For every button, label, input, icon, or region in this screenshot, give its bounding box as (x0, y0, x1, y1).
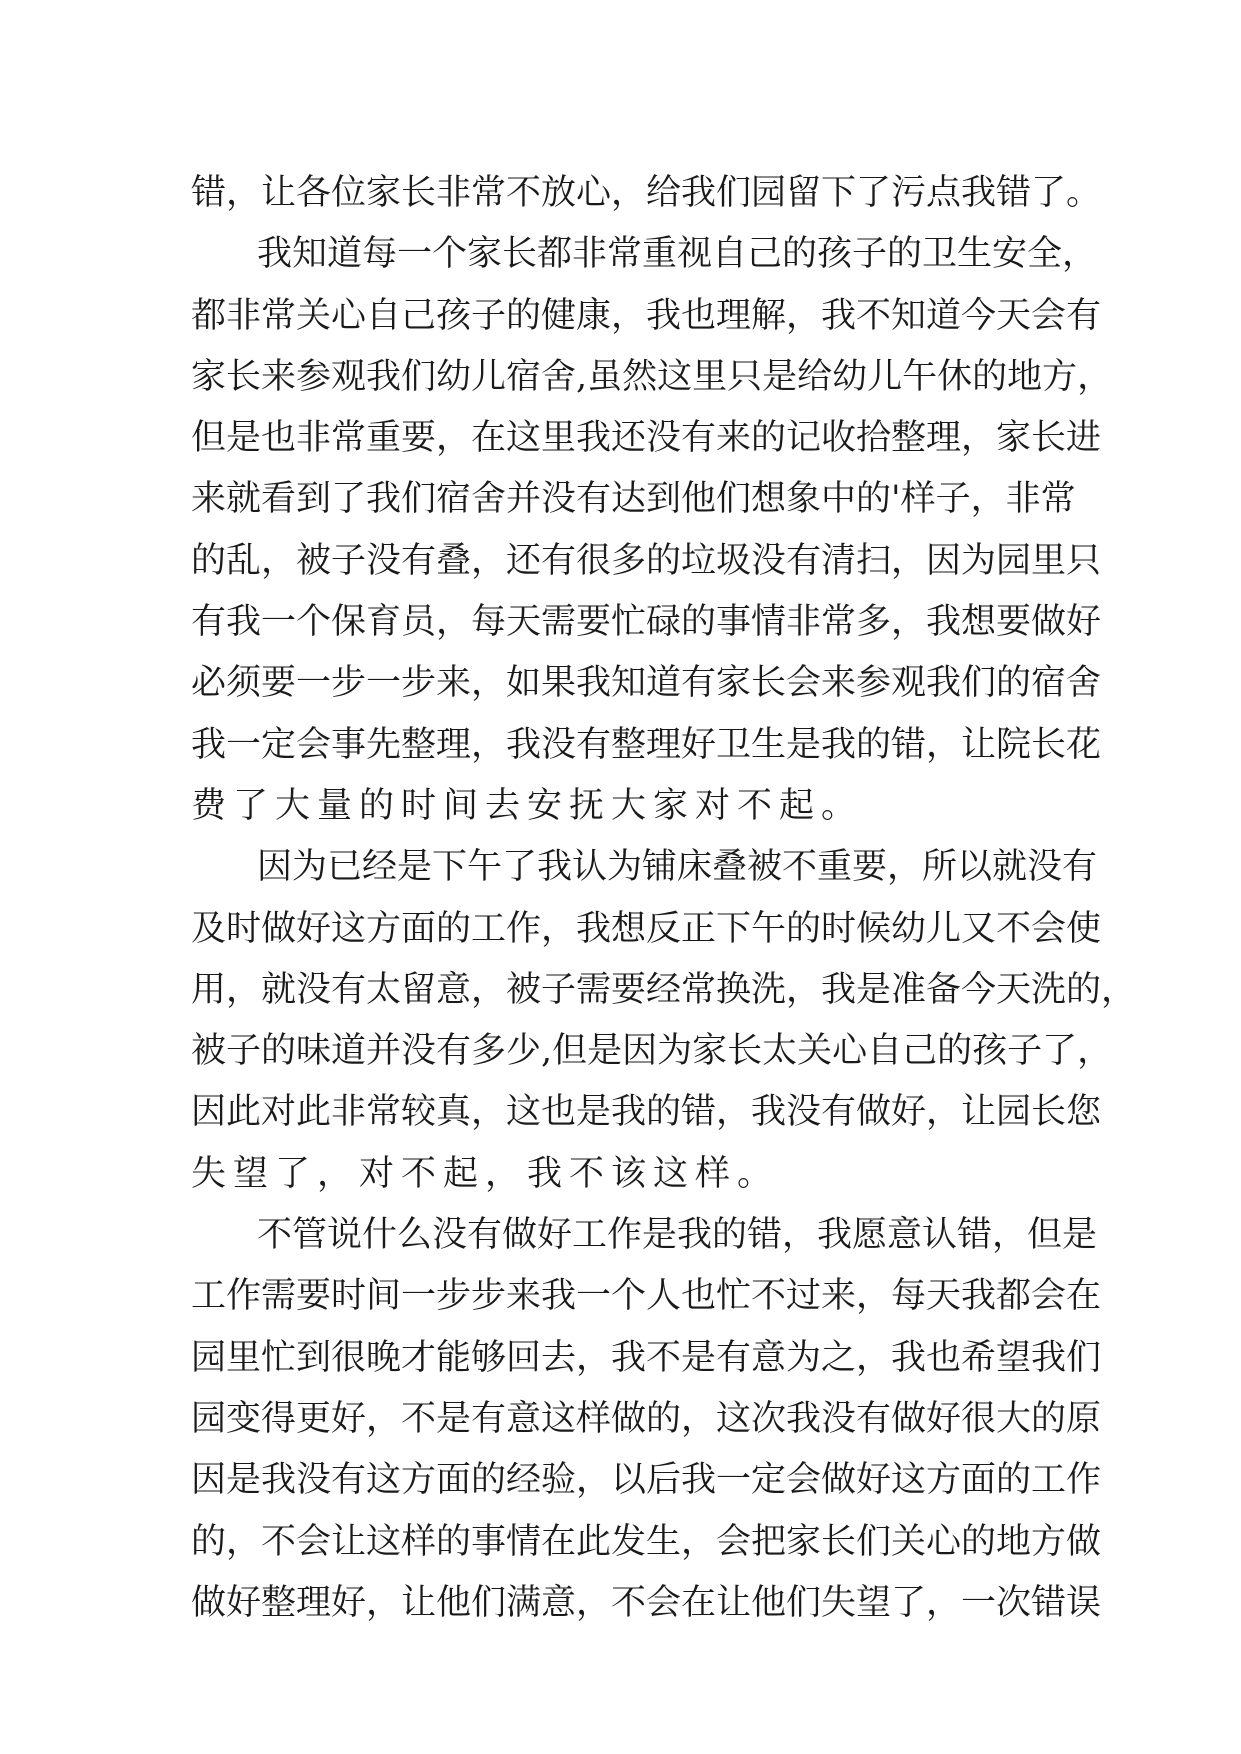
paragraph-first-line: 我知道每一个家长都非常重视自己的孩子的卫生安全， (257, 234, 1098, 275)
paragraph-first-line: 不管说什么没有做好工作是我的错，我愿意认错，但是 (257, 1215, 1098, 1256)
text-line: 有我一个保育员，每天需要忙碌的事情非常多，我想要做好 (191, 602, 1102, 643)
text-line: 及时做好这方面的工作，我想反正下午的时候幼儿又不会使 (191, 908, 1102, 949)
text-line: 因此对此非常较真，这也是我的错，我没有做好，让园长您 (191, 1092, 1102, 1133)
text-line: 但是也非常重要，在这里我还没有来的记收拾整理，家长进 (191, 418, 1102, 459)
text-line: 用，就没有太留意，被子需要经常换洗，我是准备今天洗的， (191, 969, 1137, 1010)
text-line: 我一定会事先整理，我没有整理好卫生是我的错，让院长花 (191, 724, 1102, 765)
text-line: 都非常关心自己孩子的健康，我也理解，我不知道今天会有 (191, 295, 1102, 336)
text-line: 错，让各位家长非常不放心，给我们园留下了污点我错了。 (191, 173, 1102, 213)
text-line: 必须要一步一步来，如果我知道有家长会来参观我们的宿舍 (191, 663, 1102, 704)
text-line: 因是我没有这方面的经验，以后我一定会做好这方面的工作 (191, 1460, 1102, 1501)
document-body (191, 163, 1137, 1634)
text-line: 园变得更好，不是有意这样做的，这次我没有做好很大的原 (191, 1398, 1102, 1439)
text-line: 做好整理好，让他们满意，不会在让他们失望了，一次错误 (191, 1582, 1102, 1623)
paragraph-first-line: 因为已经是下午了我认为铺床叠被不重要，所以就没有 (257, 847, 1098, 888)
text-line: 工作需要时间一步步来我一个人也忙不过来，每天我都会在 (191, 1276, 1102, 1317)
paragraph-last-line: 费了大量的时间去安抚大家对不起。 (191, 785, 864, 826)
text-line: 被子的味道并没有多少,但是因为家长太关心自己的孩子了， (191, 1031, 1113, 1072)
paragraph-last-line: 失望了，对不起，我不该这样。 (191, 1153, 780, 1194)
text-line: 家长来参观我们幼儿宿舍,虽然这里只是给幼儿午休的地方， (191, 356, 1113, 397)
text-line: 的乱，被子没有叠，还有很多的垃圾没有清扫，因为园里只 (191, 540, 1102, 581)
text-line: 的，不会让这样的事情在此发生，会把家长们关心的地方做 (191, 1521, 1102, 1562)
text-line: 来就看到了我们宿舍并没有达到他们想象中的'样子，非常 (191, 479, 1076, 520)
text-line: 园里忙到很晚才能够回去，我不是有意为之，我也希望我们 (191, 1337, 1102, 1378)
